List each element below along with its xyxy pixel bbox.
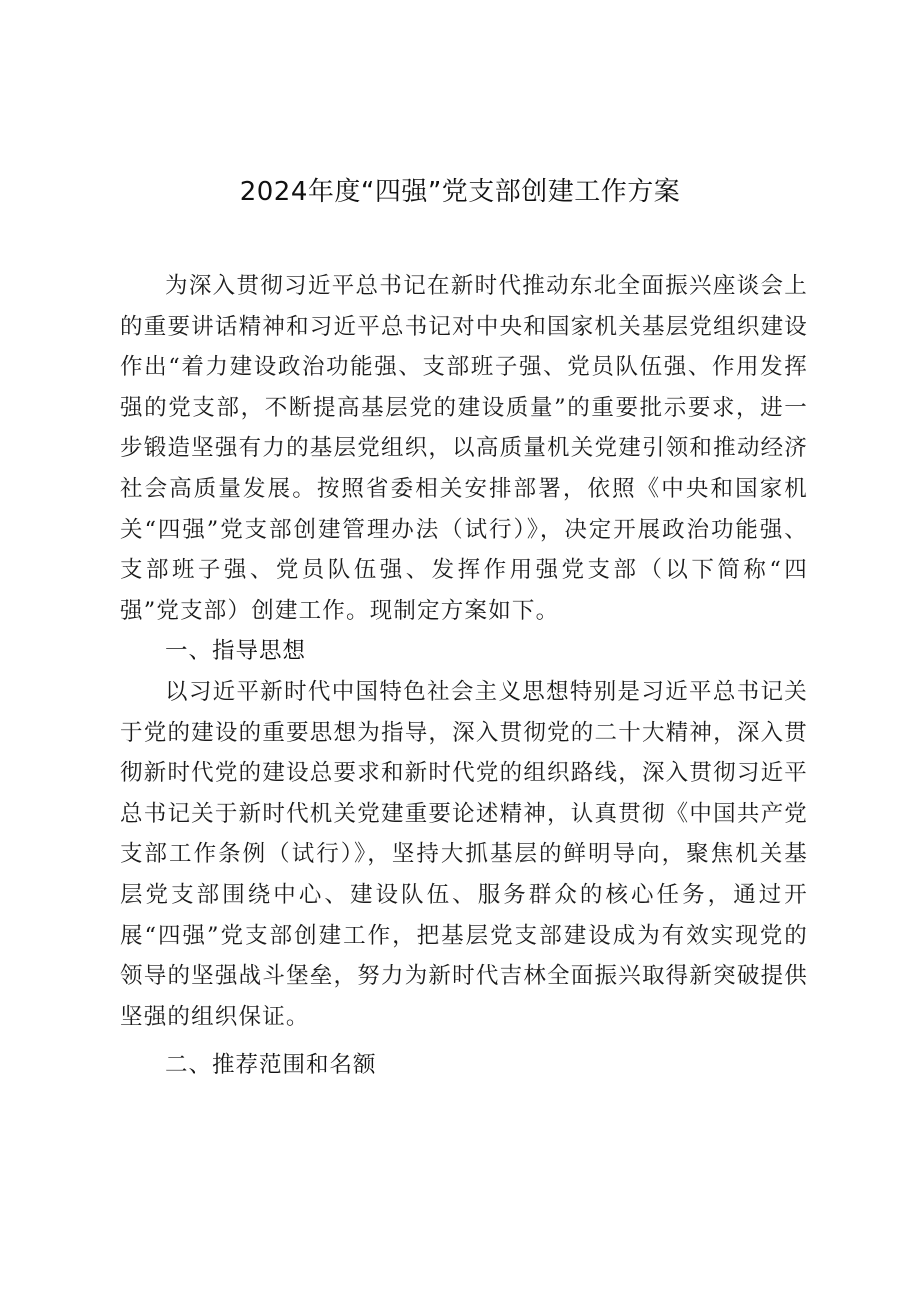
document-title: 2024年度“四强”党支部创建工作方案	[239, 177, 681, 207]
document-body	[120, 266, 808, 1086]
intro-paragraph: 为深入贯彻习近平总书记在新时代推动东北全面振兴座谈会上的重要讲话精神和习近平总书记对中央和国家机关基层党组织建设作出“着力建设政治功能强、支部班子强、党员队伍强、作用发挥强的党支部，不断提高基层党的建设质量”的重要批示要求，进一步锻造坚强有力的基层党组织，以高质量机关党建引领和推动经济社会高质量发展。按照省委相关安排部署，依照《中央和国家机关“四强”党支部创建管理办法（试行）》，决定开展政治功能强、支部班子强、党员队伍强、发挥作用强党支部（以下简称“四强”党支部）创建工作。现制定方案如下。	[120, 273, 808, 624]
section-paragraph-guiding-ideology: 以习近平新时代中国特色社会主义思想特别是习近平总书记关于党的建设的重要思想为指导，深入贯彻党的二十大精神，深入贯彻新时代党的建设总要求和新时代党的组织路线，深入贯彻习近平总书记关于新时代机关党建重要论述精神，认真贯彻《中国共产党支部工作条例（试行）》，坚持大抓基层的鲜明导向，聚焦机关基层党支部围绕中心、建设队伍、服务群众的核心任务，通过开展“四强”党支部创建工作，把基层党支部建设成为有效实现党的领导的坚强战斗堡垒，努力为新时代吉林全面振兴取得新突破提供坚强的组织保证。	[120, 678, 808, 1030]
section-heading-scope-and-quota: 二、推荐范围和名额	[165, 1052, 377, 1079]
section-heading-guiding-ideology: 一、指导思想	[165, 638, 307, 665]
